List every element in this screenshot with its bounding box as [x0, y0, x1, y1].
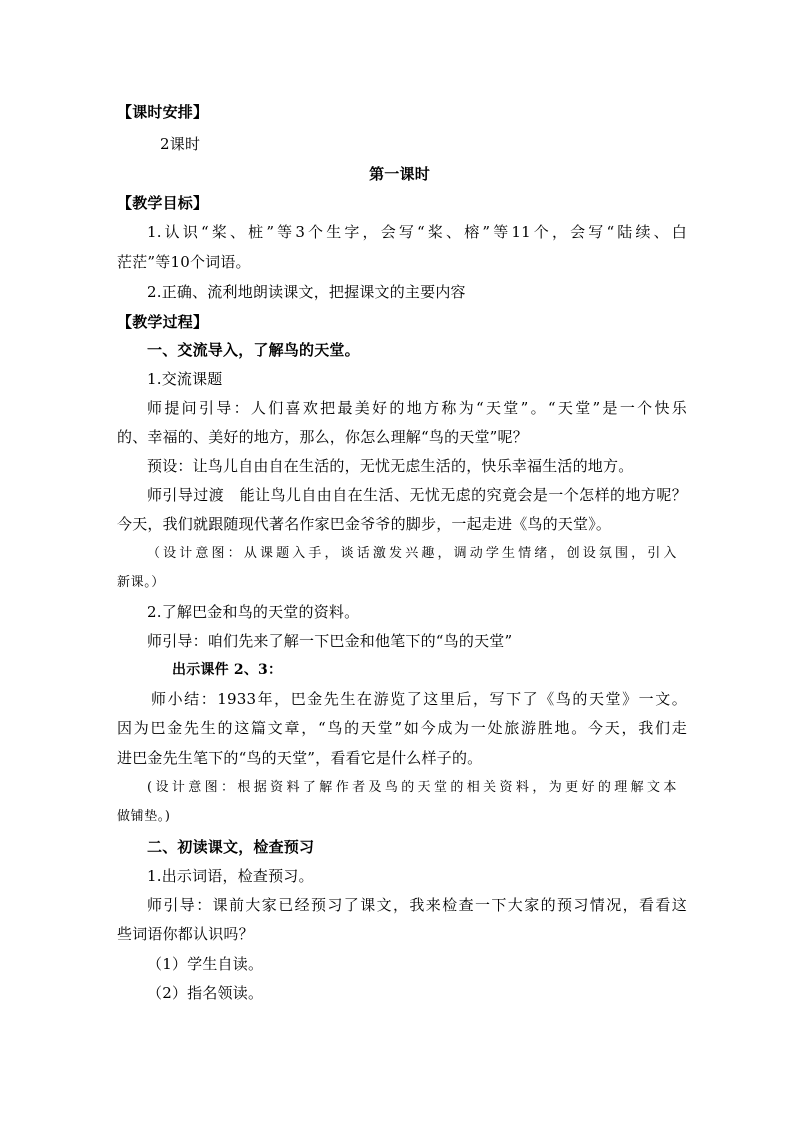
design-note-1-line-1: （设计意图：从课题入手，谈话激发兴趣，调动学生情绪，创设氛围，引入: [147, 546, 677, 561]
step-2-title: 2.了解巴金和鸟的天堂的资料。: [147, 603, 360, 621]
section-2-title: 二、初读课文，检查预习: [147, 838, 315, 856]
process-heading: 【教学过程】: [117, 313, 209, 331]
goal-2: 2.正确、流利地朗读课文，把握课文的主要内容: [147, 283, 466, 301]
step-1-title: 1.交流课题: [147, 370, 223, 388]
goal-1-line-1: 1.认识“桨、桩”等3个生字，会写“桨、榕”等11个，会写“陆续、白: [147, 223, 687, 241]
design-note-2-line-1: (设计意图：根据资料了解作者及鸟的天堂的相关资料，为更好的理解文本: [147, 780, 677, 795]
paragraph-1-line-2: 的、幸福的、美好的地方，那么，你怎么理解“鸟的天堂”呢？: [117, 428, 528, 446]
design-note-2-line-2: 做铺垫。): [117, 809, 171, 824]
paragraph-1-line-1: 师提问引导：人们喜欢把最美好的地方称为“天堂”。“天堂”是一个快乐: [147, 399, 687, 417]
goal-1-line-2: 茫茫”等10个词语。: [117, 253, 251, 271]
sub-step-1: （1）学生自读。: [147, 955, 264, 973]
design-note-1-line-2: 新课。）: [117, 575, 165, 590]
summary-line-2: 因为巴金先生的这篇文章，“鸟的天堂”如今成为一处旅游胜地。今天，我们走: [117, 719, 687, 737]
summary-line-3: 进巴金先生笔下的“鸟的天堂”，看看它是什么样子的。: [117, 749, 483, 767]
paragraph-2: 预设：让鸟儿自由自在生活的，无忧无虑生活的，快乐幸福生活的地方。: [147, 457, 634, 475]
schedule-value: 2课时: [160, 135, 201, 153]
step-3-title: 1.出示词语，检查预习。: [147, 867, 314, 885]
summary-line-1: 师小结：1933年，巴金先生在游览了这里后，写下了《鸟的天堂》一文。: [151, 690, 687, 708]
goals-heading: 【教学目标】: [117, 194, 209, 212]
paragraph-3-line-1: 师引导过渡 能让鸟儿自由自在生活、无忧无虑的究竟会是一个怎样的地方呢？: [147, 486, 687, 504]
courseware-label: 出示课件 2、3：: [172, 662, 283, 678]
section-1-title: 一、交流导入，了解鸟的天堂。: [147, 341, 360, 359]
lesson-title: 第一课时: [369, 165, 430, 183]
schedule-heading: 【课时安排】: [117, 103, 209, 121]
paragraph-3-line-2: 今天，我们就跟随现代著名作家巴金爷爷的脚步，一起走进《鸟的天堂》。: [117, 515, 612, 533]
paragraph-4: 师引导：咱们先来了解一下巴金和他笔下的“鸟的天堂”: [147, 632, 513, 650]
paragraph-6-line-1: 师引导：课前大家已经预习了课文，我来检查一下大家的预习情况，看看这: [147, 896, 687, 914]
sub-step-2: （2）指名领读。: [147, 984, 264, 1002]
paragraph-6-line-2: 些词语你都认识吗？: [117, 925, 254, 943]
